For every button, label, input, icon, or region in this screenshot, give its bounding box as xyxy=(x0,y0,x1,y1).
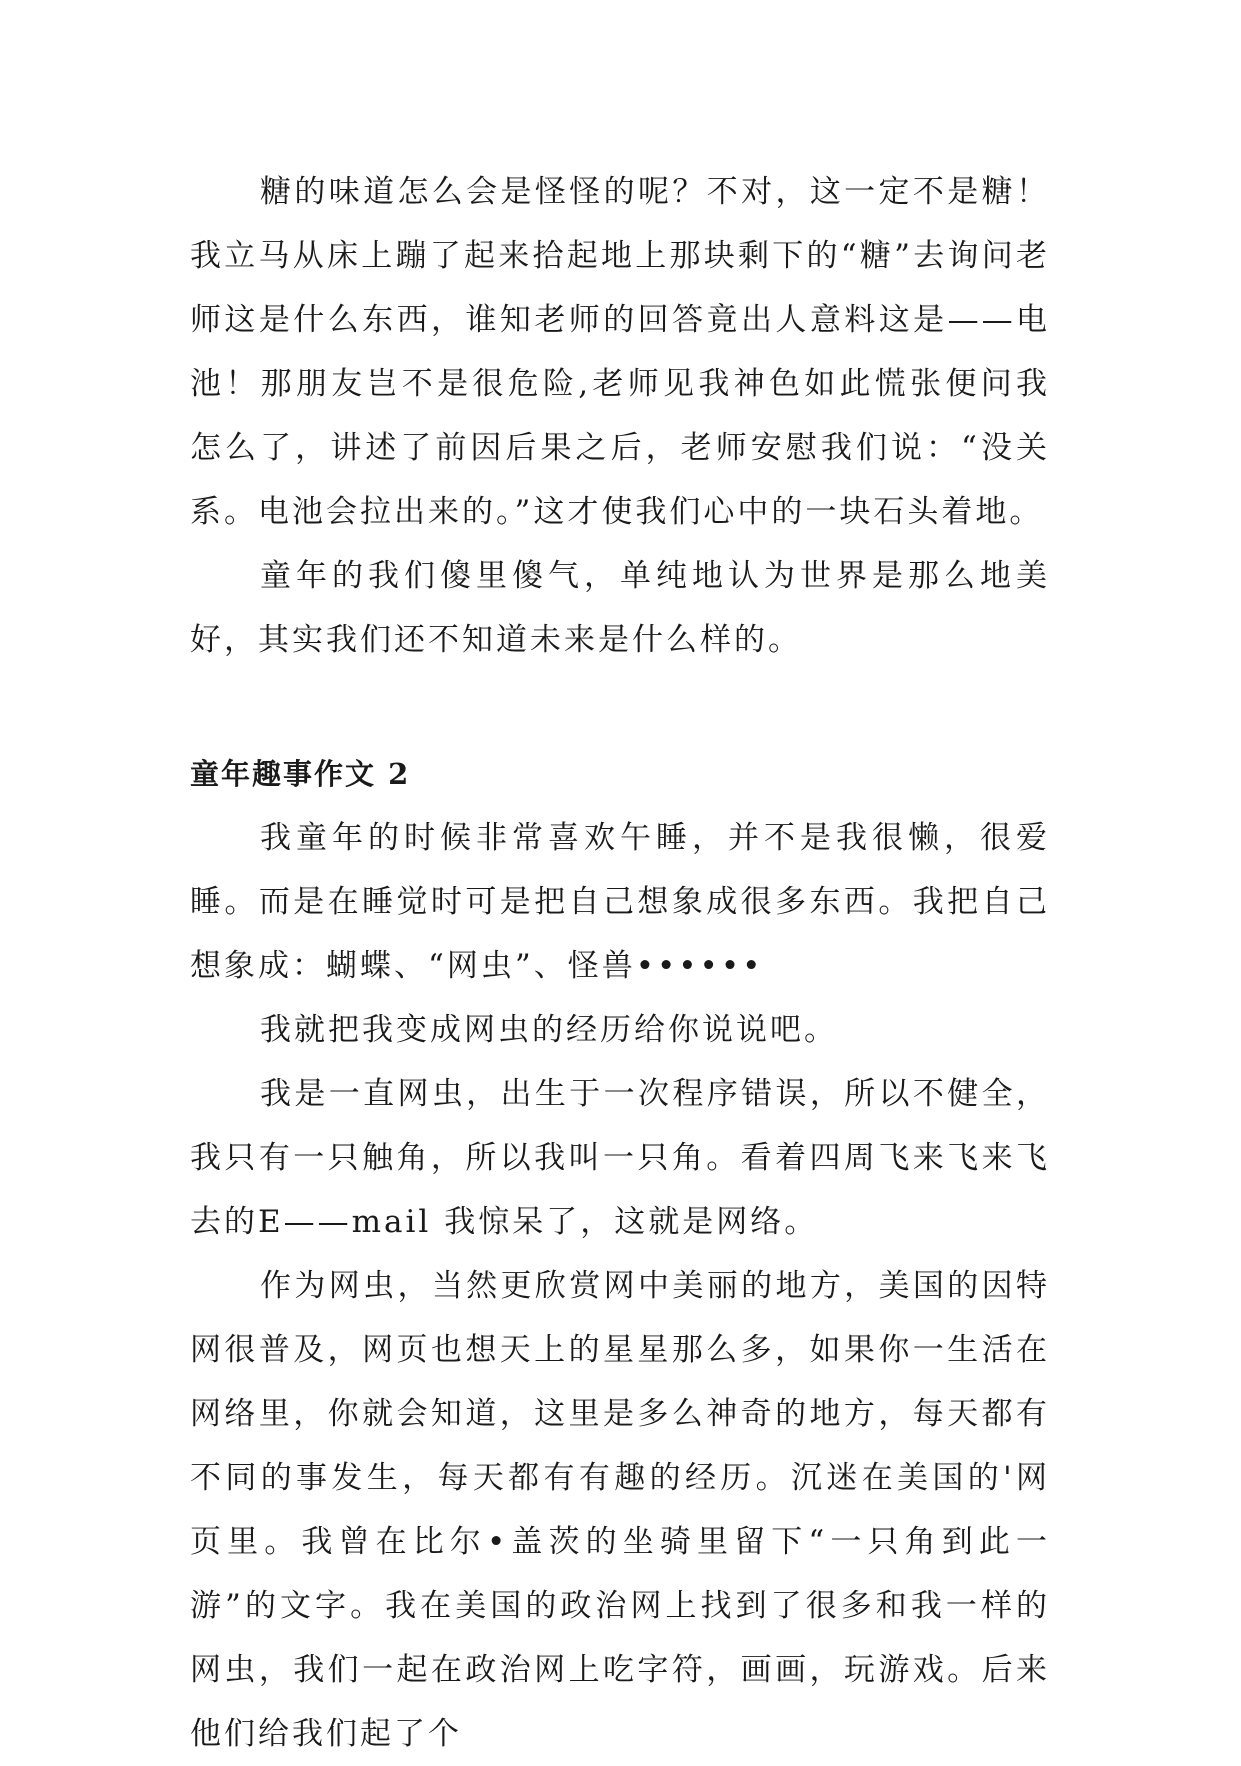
paragraph-candy-battery: 糖的味道怎么会是怪怪的呢？不对，这一定不是糖！我立马从床上蹦了起来拾起地上那块剩下的“糖”去询问老师这是什么东西，谁知老师的回答竟出人意料这是——电池！那朋友岂不是很危险,老师见我神色如此慌张便问我怎么了，讲述了前因后果之后，老师安慰我们说：“没关系。电池会拉出来的。”这才使我们心中的一块石头着地。 xyxy=(190,174,1050,530)
paragraph-one-antenna: 我是一直网虫，出生于一次程序错误，所以不健全，我只有一只触角，所以我叫一只角。看着四周飞来飞来飞去的E——mail 我惊呆了，这就是网络。 xyxy=(190,1076,1050,1240)
paragraph-intro-story: 我就把我变成网虫的经历给你说说吧。 xyxy=(260,1012,838,1048)
document-page xyxy=(190,160,1050,1766)
paragraph-internet-travel: 作为网虫，当然更欣赏网中美丽的地方，美国的因特网很普及，网页也想天上的星星那么多，如果你一生活在网络里，你就会知道，这里是多么神奇的地方，每天都有不同的事发生，每天都有有趣的经历。沉迷在美国的'网页里。我曾在比尔•盖茨的坐骑里留下“一只角到此一游”的文字。我在美国的政治网上找到了很多和我一样的网虫，我们一起在政治网上吃字符，画画，玩游戏。后来他们给我们起了个 xyxy=(190,1268,1050,1752)
paragraph-naive-childhood: 童年的我们傻里傻气，单纯地认为世界是那么地美好，其实我们还不知道未来是什么样的。 xyxy=(190,558,1050,658)
section-title: 童年趣事作文 2 xyxy=(190,757,411,791)
section-gap xyxy=(190,672,1050,742)
paragraph-nap-imagination: 我童年的时候非常喜欢午睡，并不是我很懒，很爱睡。而是在睡觉时可是把自己想象成很多东西。我把自己想象成：蝴蝶、“网虫”、怪兽•••••• xyxy=(190,820,1050,984)
